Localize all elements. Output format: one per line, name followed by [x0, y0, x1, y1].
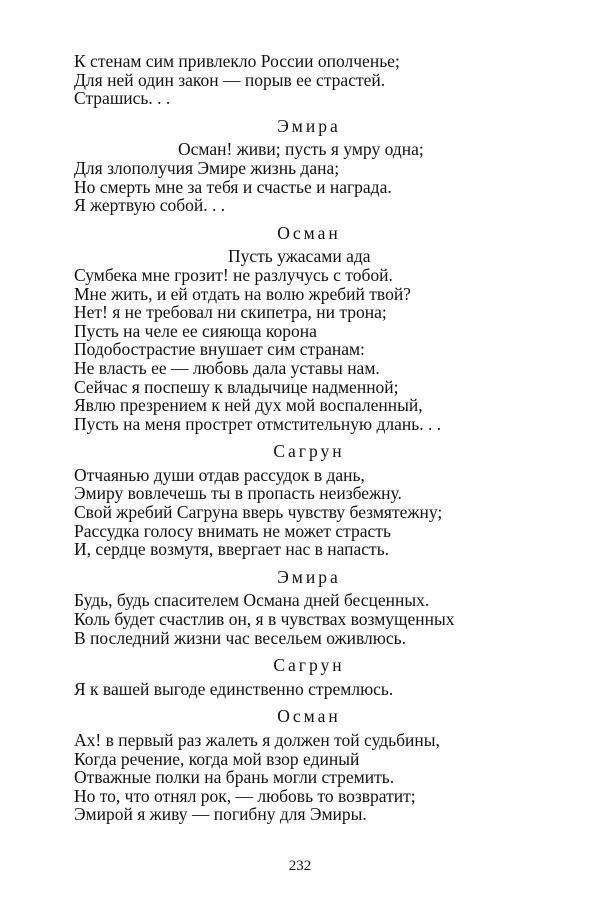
verse-line: Свой жребий Сагруна вверь чувству безмятежну;	[74, 502, 443, 523]
verse-line: Подобострастие внушает сим странам:	[74, 339, 365, 360]
speaker-name: Осман	[277, 706, 341, 727]
verse-line: К стенам сим привлекло России ополченье;	[74, 51, 400, 71]
verse-line: Сейчас я поспешу к владычице надменной;	[74, 376, 399, 397]
verse-line: Пусть на меня прострет отмстительную длань. . .	[74, 413, 442, 434]
speaker-name: Осман	[277, 222, 341, 243]
verse-line: Пусть на челе ее сияюща корона	[74, 320, 317, 341]
verse-line: Для ней один закон — порыв ее страстей.	[74, 69, 386, 90]
verse-line: И, сердце возмутя, ввергает нас в напасть.	[74, 539, 390, 560]
verse-line: Ах! в первый раз жалеть я должен той судьбины,	[74, 730, 440, 750]
play-text	[74, 52, 544, 824]
verse-line: Сумбека мне грозит! не разлучусь с тобой.	[74, 264, 393, 285]
verse-line: Отважные полки на брань могли стремить.	[74, 767, 395, 788]
verse-line: Я жертвую собой. . .	[74, 195, 226, 216]
verse-line: Но смерть мне за тебя и счастье и награда.	[74, 176, 392, 197]
verse-line: Явлю презрением к ней дух мой воспаленный,	[74, 395, 423, 416]
verse-line: Страшись. . .	[74, 88, 171, 109]
speaker-name: Эмира	[277, 115, 341, 136]
verse-line: Нет! я не требовал ни скипетра, ни трона;	[74, 302, 387, 323]
verse-line: Пусть ужасами ада	[228, 246, 371, 267]
verse-line: Отчаянью души отдав рассудок в дань,	[74, 464, 365, 485]
speaker-name: Сагрун	[273, 655, 345, 676]
verse-line: В последний жизни час весельем оживлюсь.	[74, 627, 406, 648]
verse-line: Осман! живи; пусть я умру одна;	[178, 139, 424, 160]
verse-line: Мне жить, и ей отдать на волю жребий твой?	[74, 283, 411, 304]
verse-line: Эмирой я живу — погибну для Эмиры.	[74, 804, 367, 825]
verse-line: Эмиру вовлечешь ты в пропасть неизбежну.	[74, 483, 402, 504]
verse-line: Коль будет счастлив он, я в чувствах возмущенных	[74, 609, 455, 630]
speaker-name: Эмира	[277, 566, 341, 587]
verse-line: Рассудка голосу внимать не может страсть	[74, 520, 391, 541]
verse-line: Когда речение, когда мой взор единый	[74, 748, 360, 769]
page-number: 232	[288, 858, 312, 874]
verse-line: Но то, что отнял рок, — любовь то возвратит;	[74, 785, 416, 806]
verse-line: Не власть ее — любовь дала уставы нам.	[74, 357, 380, 378]
verse-line: Для злополучия Эмире жизнь дана;	[74, 157, 340, 178]
speaker-name: Сагрун	[273, 441, 345, 462]
verse-line: Я к вашей выгоде единственно стремлюсь.	[74, 678, 394, 699]
verse-line: Будь, будь спасителем Османа дней бесценных.	[74, 590, 430, 611]
